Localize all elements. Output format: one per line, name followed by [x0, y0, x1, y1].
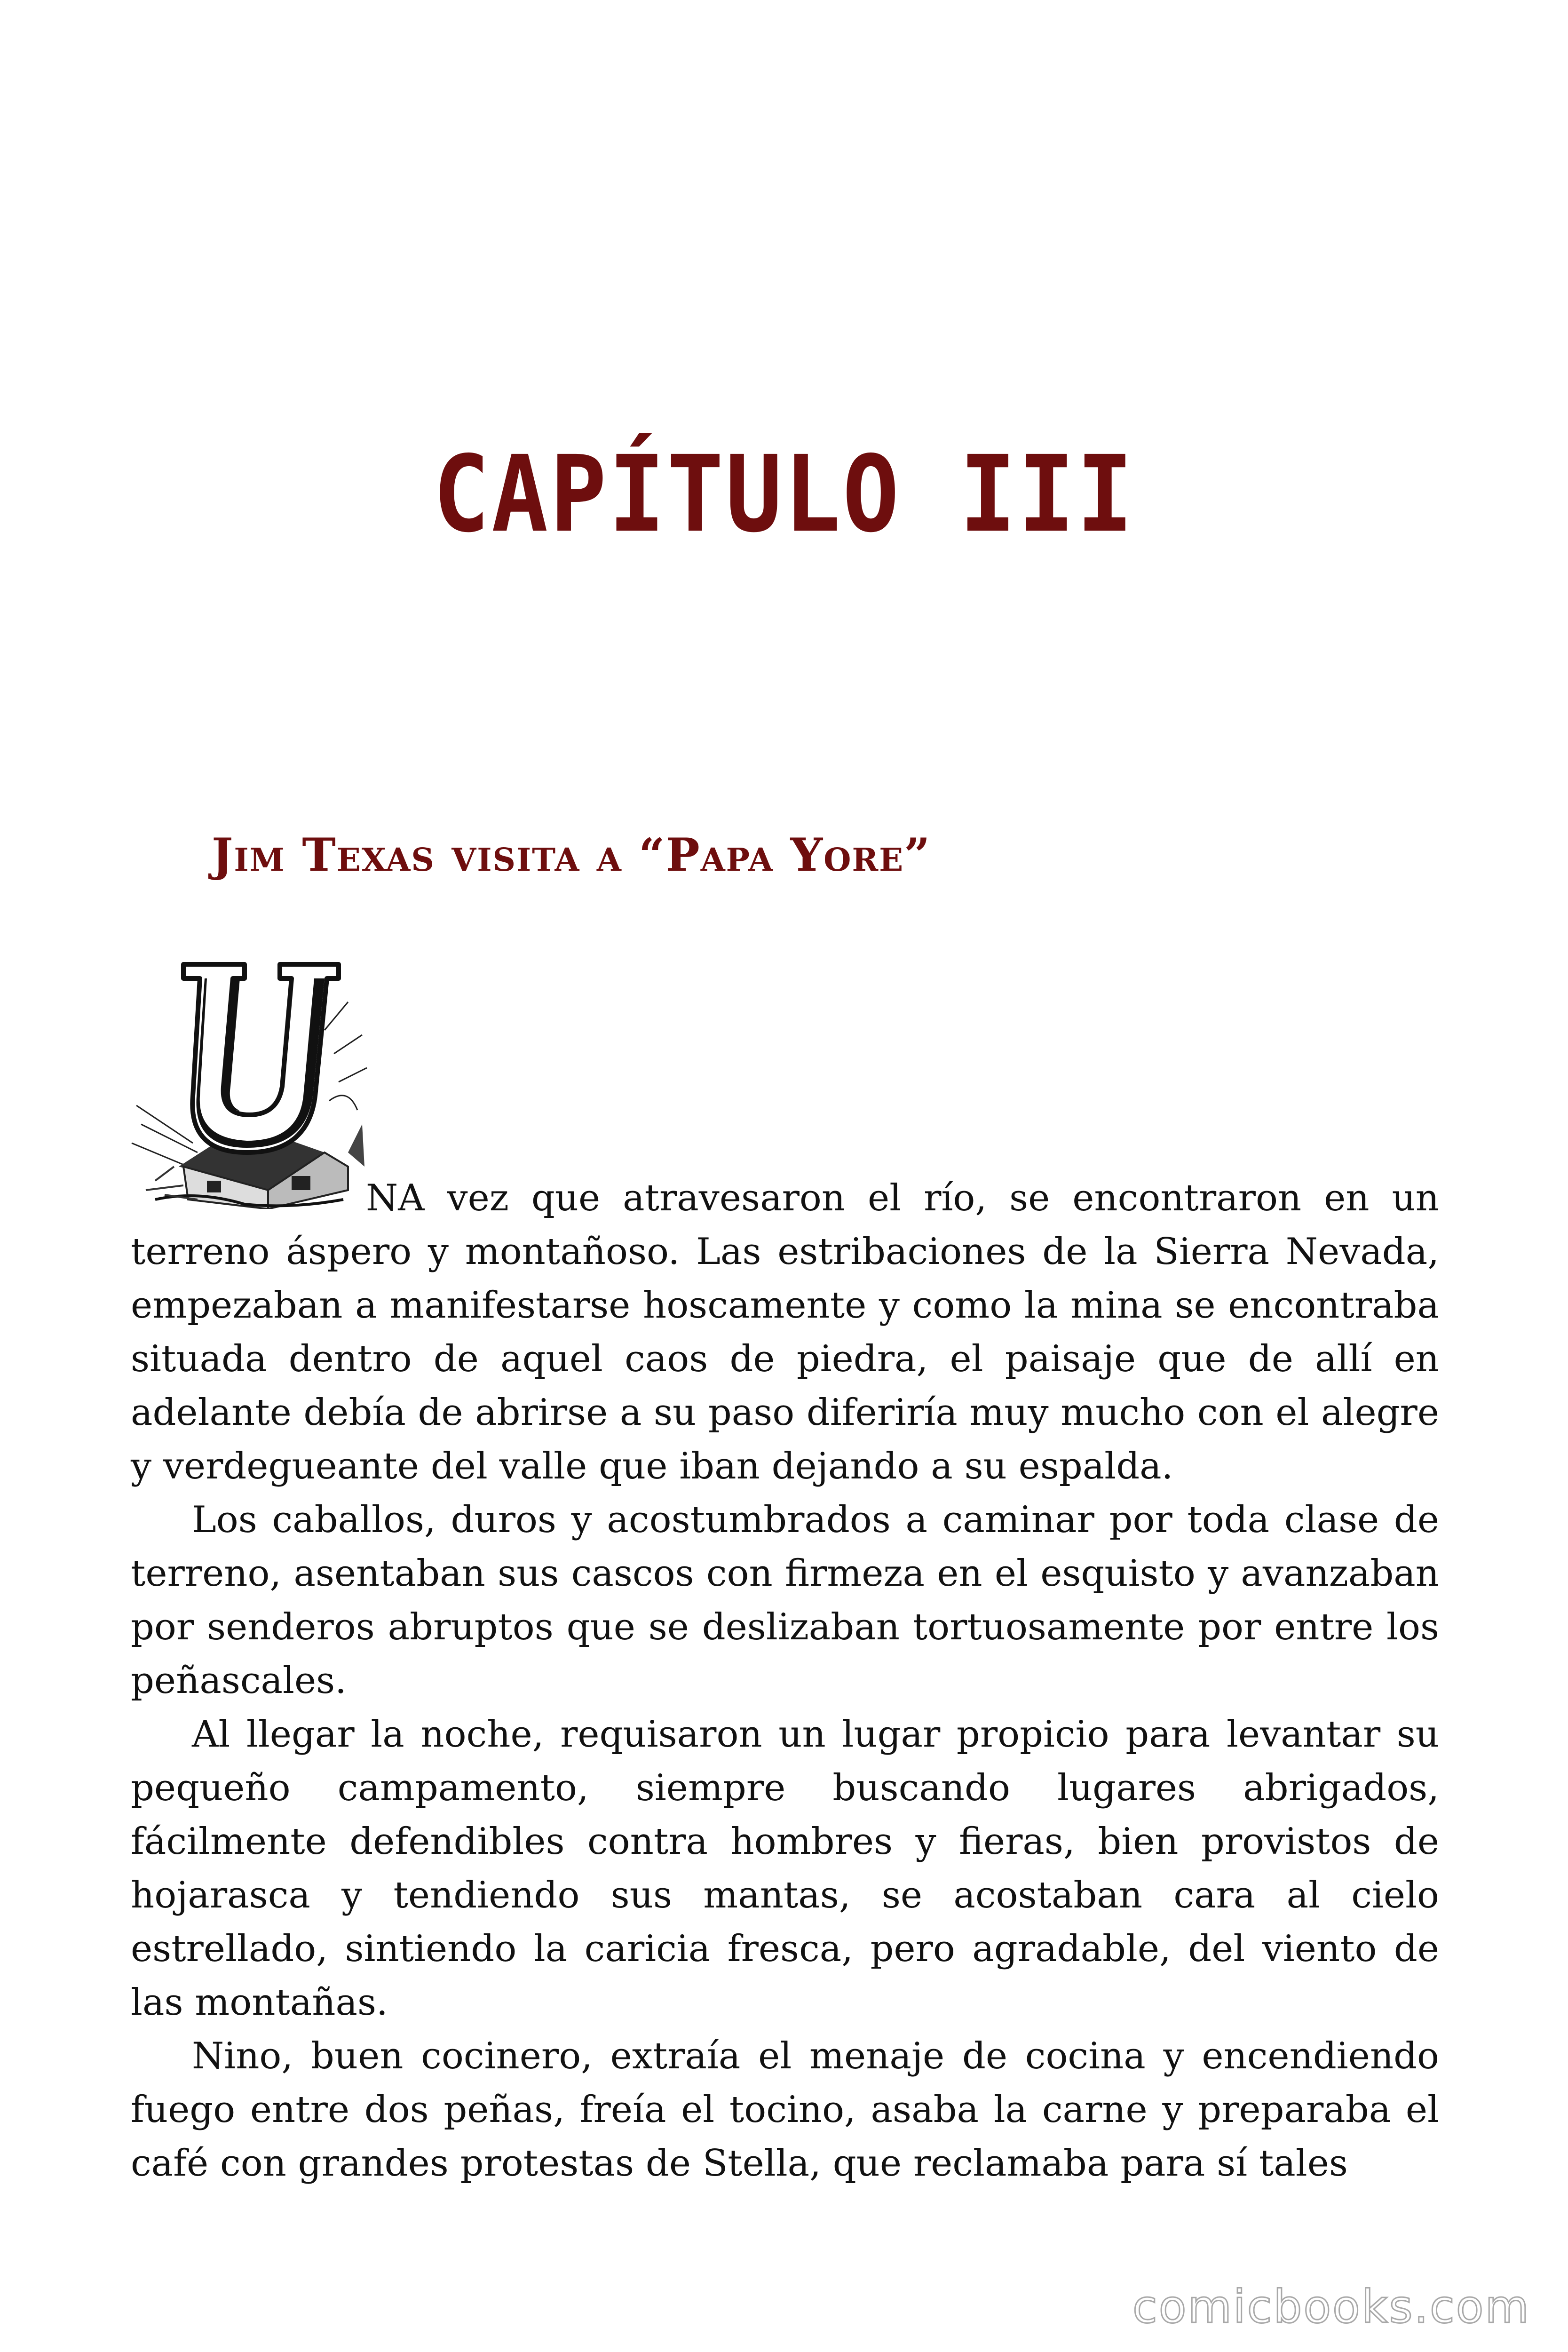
paragraph-4: Nino, buen cocinero, extraía el menaje de cocina y encendiendo fuego entre dos peñas, freía el tocino, asaba la carne y preparaba el café con grandes protestas de Stella, que reclamaba para sí tales [131, 2035, 1439, 2185]
dropcap-illustration [127, 946, 372, 1209]
paragraph-2: Los caballos, duros y acostumbrados a caminar por toda clase de terreno, asentaban sus cascos con firmeza en el esquisto y avanzaban por senderos abruptos que se deslizaban tortuosamente por entre los peñascales. [131, 1499, 1439, 1702]
paragraph-3: Al llegar la noche, requisaron un lugar propicio para levantar su pequeño campamento, siempre buscando lugares abrigados, fácilmente defendibles contra hombres y fieras, bien provistos de hojarasca y tendiendo sus mantas, se acostaban cara al cielo estrellado, sintiendo la caricia fresca, pero agradable, del viento de las montañas. [131, 1713, 1439, 2024]
paragraph-1: NA vez que atravesaron el río, se encontraron en un terreno áspero y montañoso. Las estribaciones de la Sierra Nevada, empezaban a manifestarse hoscamente y como la mina se encontraba situada dentro de aquel caos de piedra, el paisaje que de allí en adelante debía de abrirse a su paso diferiría muy mucho con el alegre y verdegueante del valle que iban dejando a su espalda. [131, 1177, 1439, 1487]
body-text [131, 1171, 1439, 2190]
watermark: comicbooks.com [1132, 2280, 1530, 2333]
chapter-title: CAPÍTULO III [433, 433, 1135, 556]
dropcap-letter-u [183, 964, 339, 1152]
chapter-subtitle: Jim Texas visita a “Papa Yore” [212, 828, 931, 882]
